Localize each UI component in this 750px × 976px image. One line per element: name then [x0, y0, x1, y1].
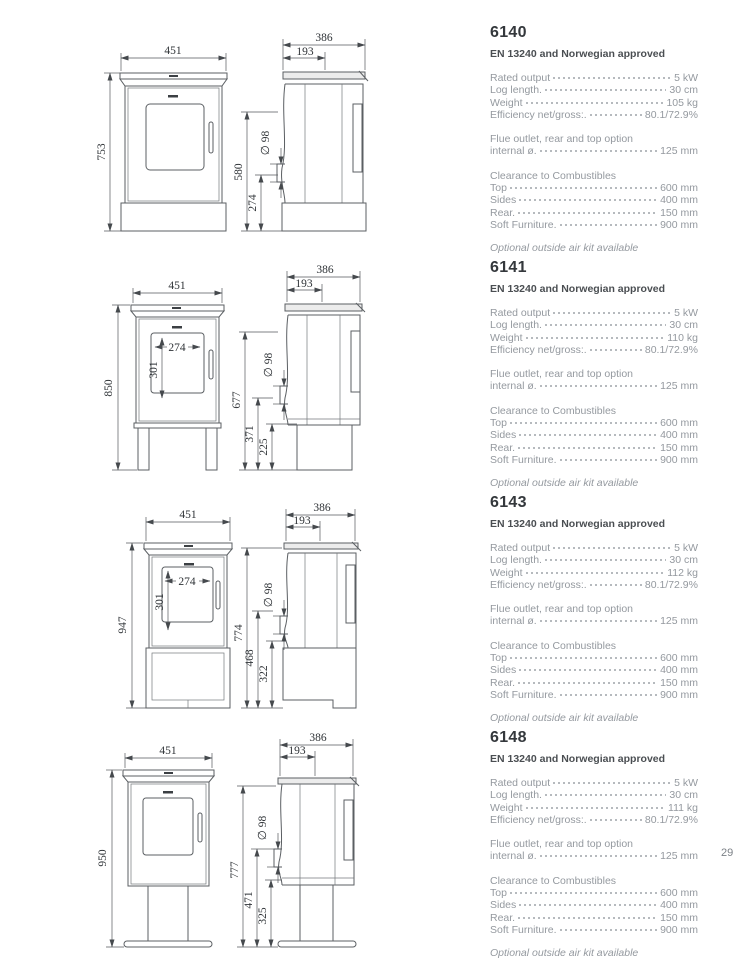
- base-cabinet: [146, 648, 230, 708]
- side-glass: [353, 104, 362, 172]
- dim-flue-diameter: ∅ 98: [257, 815, 269, 841]
- spec-value: 900 mm: [660, 218, 698, 231]
- clearance-heading: Clearance to Combustibles: [490, 639, 617, 652]
- drawing-6148-front-view: [123, 770, 214, 947]
- general-specs: [490, 307, 698, 356]
- spec-row: [490, 850, 698, 862]
- dim-flue-offset: 193: [296, 46, 314, 58]
- spec-value: 5 kW: [674, 542, 698, 554]
- spec-value: 400 mm: [660, 899, 698, 912]
- general-specs: [490, 542, 698, 591]
- drawing-6148-dimension-lines: [97, 732, 353, 947]
- drawing-6143-side-view: [280, 542, 361, 708]
- spec-row: [490, 417, 698, 429]
- spec-row: [490, 219, 698, 231]
- dim-depth: 386: [315, 32, 333, 44]
- dim-flue-offset: 193: [295, 278, 313, 290]
- clearance-heading: Clearance to Combustibles: [490, 169, 617, 182]
- spec-value: 5 kW: [674, 777, 698, 789]
- dim-flue-diameter: ∅ 98: [260, 130, 272, 156]
- side-glass: [344, 800, 353, 860]
- spec-row: [490, 677, 698, 689]
- spec-label: Rear.: [490, 206, 516, 219]
- pedestal-base: [297, 425, 352, 470]
- spec-label: internal ø.: [490, 615, 537, 628]
- door-handle: [216, 581, 220, 609]
- spec-value: 80.1/72.9%: [644, 578, 698, 591]
- spec-label: Sides: [490, 899, 517, 912]
- spec-label: Top: [490, 182, 507, 195]
- dim-flue-diameter: ∅ 98: [263, 352, 275, 378]
- spec-value: 600 mm: [660, 182, 698, 195]
- model-title: 6143: [490, 494, 527, 511]
- spec-label: Weight: [490, 331, 523, 344]
- door-air-vent: [184, 563, 194, 566]
- spec-block-6143: [490, 494, 698, 724]
- dim-height: 950: [97, 849, 109, 867]
- dim-side-1: 774: [233, 624, 245, 642]
- dim-window-height: 301: [154, 593, 166, 611]
- outside-air-note: Optional outside air kit available: [490, 477, 639, 490]
- spec-value: 30 cm: [669, 319, 698, 332]
- clearance-specs: [490, 640, 698, 701]
- spec-value: 900 mm: [660, 688, 698, 701]
- side-glass: [346, 565, 355, 623]
- dim-side-2: 371: [244, 425, 256, 443]
- spec-label: Efficiency net/gross:.: [490, 343, 587, 356]
- pedestal-column: [148, 886, 188, 941]
- drawing-6140-front-view: [120, 73, 227, 231]
- spec-row: [490, 899, 698, 911]
- spec-label: Rated output: [490, 72, 551, 84]
- spec-value: 105 kg: [666, 96, 698, 109]
- dim-flue-diameter: ∅ 98: [263, 582, 275, 608]
- spec-label: internal ø.: [490, 850, 537, 863]
- spec-value: 125 mm: [660, 380, 698, 393]
- door-air-vent: [172, 326, 182, 329]
- spec-row: [490, 207, 698, 219]
- spec-row: [490, 307, 698, 319]
- clearance-specs: [490, 875, 698, 936]
- spec-row: [490, 109, 698, 121]
- drawing-6143-front-view: [144, 543, 232, 708]
- spec-block-6148: [490, 729, 698, 959]
- spec-row: [490, 567, 698, 579]
- dim-window-width: 274: [178, 576, 196, 588]
- spec-value: 125 mm: [660, 145, 698, 158]
- spec-value: 900 mm: [660, 453, 698, 466]
- spec-row: [490, 777, 698, 789]
- spec-value: 150 mm: [660, 911, 698, 924]
- spec-row: [490, 579, 698, 591]
- spec-row: [490, 652, 698, 664]
- spec-label: Weight: [490, 566, 523, 579]
- spec-value: 125 mm: [660, 850, 698, 863]
- spec-label: Log length.: [490, 319, 542, 332]
- clearance-specs: [490, 405, 698, 466]
- dim-side-1: 580: [233, 163, 245, 181]
- spec-label: Soft Furniture.: [490, 688, 557, 701]
- spec-label: Log length.: [490, 789, 542, 802]
- spec-row: [490, 814, 698, 826]
- dim-width: 451: [159, 745, 177, 757]
- spec-row: [490, 924, 698, 936]
- spec-value: 150 mm: [660, 676, 698, 689]
- spec-value: 400 mm: [660, 664, 698, 677]
- door-window: [143, 798, 193, 855]
- drawing-6148: [97, 732, 359, 947]
- door-air-vent: [163, 791, 173, 794]
- model-title: 6140: [490, 24, 527, 41]
- dim-height: 947: [117, 616, 129, 634]
- door-air-vent: [168, 95, 178, 98]
- spec-label: Log length.: [490, 554, 542, 567]
- spec-value: 80.1/72.9%: [644, 813, 698, 826]
- spec-row: [490, 429, 698, 441]
- top-plate-vent: [169, 75, 178, 77]
- spec-row: [490, 554, 698, 566]
- approval-subtitle: EN 13240 and Norwegian approved: [490, 518, 666, 530]
- dim-side-2: 471: [243, 891, 255, 909]
- spec-row: [490, 72, 698, 84]
- spec-value: 80.1/72.9%: [644, 343, 698, 356]
- dim-side-1: 677: [231, 391, 243, 409]
- spec-row: [490, 542, 698, 554]
- spec-row: [490, 664, 698, 676]
- dim-width: 451: [164, 45, 182, 57]
- spec-label: internal ø.: [490, 145, 537, 158]
- top-plate-vent: [172, 307, 181, 309]
- drawing-6141-side-view: [280, 303, 365, 470]
- model-title: 6148: [490, 729, 527, 746]
- spec-row: [490, 380, 698, 392]
- spec-label: Rated output: [490, 307, 551, 319]
- door-window: [146, 104, 204, 170]
- spec-label: Rated output: [490, 777, 551, 789]
- spec-label: Log length.: [490, 84, 542, 97]
- base-cabinet-side: [283, 648, 356, 708]
- spec-block-6140: [490, 24, 698, 254]
- clearance-heading: Clearance to Combustibles: [490, 874, 617, 887]
- spec-value: 111 kg: [668, 801, 698, 814]
- spec-row: [490, 454, 698, 466]
- spec-label: Sides: [490, 194, 517, 207]
- spec-label: Weight: [490, 96, 523, 109]
- spec-value: 900 mm: [660, 923, 698, 936]
- spec-value: 5 kW: [674, 307, 698, 319]
- spec-label: Efficiency net/gross:.: [490, 578, 587, 591]
- approval-subtitle: EN 13240 and Norwegian approved: [490, 753, 666, 765]
- clearance-specs: [490, 170, 698, 231]
- stove-leg: [138, 428, 149, 470]
- approval-subtitle: EN 13240 and Norwegian approved: [490, 283, 666, 295]
- door-handle: [209, 122, 213, 153]
- dim-side-1: 777: [229, 861, 241, 879]
- dim-depth: 386: [313, 502, 331, 514]
- outside-air-note: Optional outside air kit available: [490, 242, 639, 255]
- top-plate-vent: [184, 545, 193, 547]
- spec-row: [490, 319, 698, 331]
- flue-specs: [490, 133, 698, 158]
- flue-outlet: [277, 164, 285, 182]
- spec-row: [490, 344, 698, 356]
- spec-label: Efficiency net/gross:.: [490, 813, 587, 826]
- floor-plate: [124, 941, 212, 947]
- model-title: 6141: [490, 259, 527, 276]
- spec-label: Rated output: [490, 542, 551, 554]
- pedestal-column: [300, 885, 333, 941]
- spec-row: [490, 442, 698, 454]
- dim-window-width: 274: [168, 342, 186, 354]
- spec-row: [490, 145, 698, 157]
- spec-row: [490, 789, 698, 801]
- spec-value: 110 kg: [667, 331, 698, 344]
- spec-row: [490, 615, 698, 627]
- flue-specs: [490, 603, 698, 628]
- spec-row: [490, 97, 698, 109]
- dim-flue-offset: 193: [293, 515, 311, 527]
- dim-height: 850: [103, 379, 115, 397]
- dim-depth: 386: [316, 264, 334, 276]
- spec-label: Rear.: [490, 676, 516, 689]
- outside-air-note: Optional outside air kit available: [490, 947, 639, 960]
- door-handle: [198, 813, 202, 842]
- spec-value: 400 mm: [660, 194, 698, 207]
- spec-label: Top: [490, 417, 507, 430]
- spec-value: 400 mm: [660, 429, 698, 442]
- spec-label: Soft Furniture.: [490, 218, 557, 231]
- spec-label: Top: [490, 887, 507, 900]
- spec-row: [490, 332, 698, 344]
- approval-subtitle: EN 13240 and Norwegian approved: [490, 48, 666, 60]
- spec-value: 125 mm: [660, 615, 698, 628]
- spec-row: [490, 194, 698, 206]
- spec-row: [490, 182, 698, 194]
- spec-row: [490, 802, 698, 814]
- dim-side-3: 322: [258, 665, 270, 683]
- spec-value: 112 kg: [667, 566, 698, 579]
- spec-row: [490, 887, 698, 899]
- spec-label: Top: [490, 652, 507, 665]
- spec-label: Sides: [490, 429, 517, 442]
- floor-plate: [278, 941, 356, 947]
- page-number: 29: [721, 847, 734, 859]
- drawing-6141-dimension-lines: [103, 264, 360, 470]
- door-handle: [209, 350, 213, 379]
- plinth-base: [121, 203, 226, 231]
- spec-value: 30 cm: [669, 554, 698, 567]
- spec-value: 80.1/72.9%: [644, 108, 698, 121]
- dim-width: 451: [168, 280, 186, 292]
- outside-air-note: Optional outside air kit available: [490, 712, 639, 725]
- top-plate-vent: [164, 772, 173, 774]
- dim-side-3: 225: [258, 438, 270, 456]
- spec-label: Efficiency net/gross:.: [490, 108, 587, 121]
- spec-label: Sides: [490, 664, 517, 677]
- dim-side-3: 325: [257, 907, 269, 925]
- flue-heading: Flue outlet, rear and top option: [490, 368, 634, 381]
- spec-label: Soft Furniture.: [490, 923, 557, 936]
- spec-value: 30 cm: [669, 84, 698, 97]
- spec-row: [490, 84, 698, 96]
- spec-label: Weight: [490, 801, 523, 814]
- stove-leg: [206, 428, 217, 470]
- base-cabinet-door: [152, 653, 224, 700]
- spec-value: 600 mm: [660, 652, 698, 665]
- dim-side-2: 274: [247, 194, 259, 212]
- dim-depth: 386: [309, 732, 327, 744]
- dim-window-height: 301: [148, 361, 160, 379]
- flue-specs: [490, 368, 698, 393]
- spec-value: 5 kW: [674, 72, 698, 84]
- drawing-6143-dimension-lines: [117, 502, 355, 708]
- drawing-6143: [117, 502, 361, 708]
- spec-label: Rear.: [490, 911, 516, 924]
- drawing-6148-side-view: [274, 777, 359, 947]
- dim-side-2: 468: [244, 649, 256, 667]
- clearance-heading: Clearance to Combustibles: [490, 404, 617, 417]
- side-glass: [351, 331, 360, 392]
- spec-row: [490, 689, 698, 701]
- spec-row: [490, 912, 698, 924]
- spec-value: 30 cm: [669, 789, 698, 802]
- spec-label: internal ø.: [490, 380, 537, 393]
- spec-value: 150 mm: [660, 206, 698, 219]
- dim-width: 451: [179, 509, 197, 521]
- dim-height: 753: [96, 143, 108, 161]
- general-specs: [490, 777, 698, 826]
- drawing-6141: [103, 264, 365, 470]
- drawing-6140: [96, 32, 368, 231]
- spec-value: 150 mm: [660, 441, 698, 454]
- flue-heading: Flue outlet, rear and top option: [490, 133, 634, 146]
- general-specs: [490, 72, 698, 121]
- dim-flue-offset: 193: [288, 745, 306, 757]
- spec-label: Soft Furniture.: [490, 453, 557, 466]
- flue-heading: Flue outlet, rear and top option: [490, 603, 634, 616]
- spec-block-6141: [490, 259, 698, 489]
- flue-heading: Flue outlet, rear and top option: [490, 838, 634, 851]
- spec-value: 600 mm: [660, 887, 698, 900]
- spec-value: 600 mm: [660, 417, 698, 430]
- drawing-6141-front-view: [131, 305, 224, 470]
- spec-label: Rear.: [490, 441, 516, 454]
- drawing-6140-side-view: [277, 71, 368, 231]
- flue-specs: [490, 838, 698, 863]
